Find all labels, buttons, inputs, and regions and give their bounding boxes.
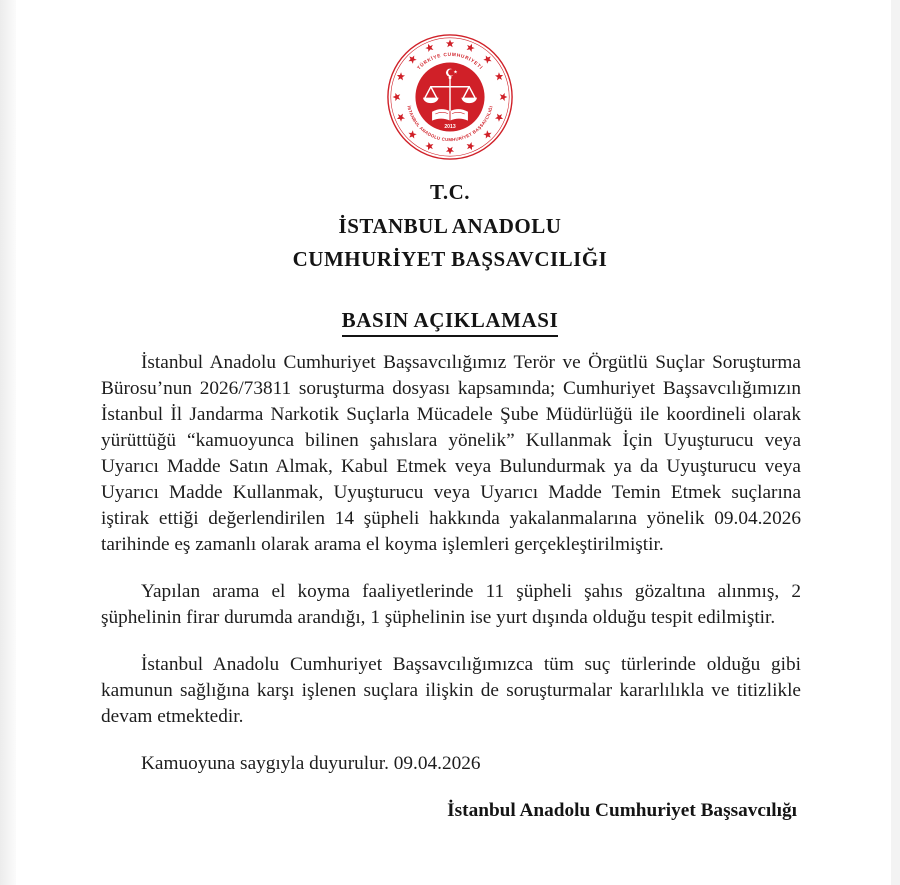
scan-edge-left [0, 0, 16, 885]
closing-line: Kamuoyuna saygıyla duyurulur. 09.04.2026 [141, 753, 481, 774]
letterhead [0, 176, 900, 277]
title-row [0, 308, 900, 337]
signature-line: İstanbul Anadolu Cumhuriyet Başsavcılığı [447, 800, 797, 821]
paragraph-statement: İstanbul Anadolu Cumhuriyet Başsavcılığımızca tüm suç türlerinde olduğu gibi kamunun sağlığına karşı işlenen suçlara ilişkin de soruşturmalar kararlılıkla ve titizlikle devam etmektedir. [101, 654, 801, 727]
scales-top-knob [449, 76, 452, 79]
document-body [101, 350, 801, 845]
letterhead-institution-line1: İSTANBUL ANADOLU [338, 213, 562, 238]
paragraph-detentions: Yapılan arama el koyma faaliyetlerinde 11 şüpheli şahıs gözaltına alınmış, 2 şüphelinin firar durumda arandığı, 1 şüphelinin ise yurt dışında olduğu tespit edilmiştir. [101, 581, 801, 628]
press-release-title: BASIN AÇIKLAMASI [342, 308, 559, 337]
seal-top-text: TÜRKİYE CUMHURİYETİ [417, 52, 484, 72]
government-seal [386, 33, 514, 161]
seal-year: 2013 [444, 124, 456, 131]
letterhead-institution-line2: CUMHURİYET BAŞSAVCILIĞI [292, 247, 608, 271]
seal-graphic [386, 33, 514, 161]
paragraph-investigation: İstanbul Anadolu Cumhuriyet Başsavcılığımız Terör ve Örgütlü Suçlar Soruşturma Bürosu’nun 2026/73811 soruşturma dosyası kapsamında; Cumhuriyet Başsavcılığımızın İstanbul İl Jandarma Narkotik Suçlarla Mücadele Şube Müdürlüğü ile koordineli olarak yürüttüğü “kamuoyunca bilinen şahıslara yönelik” Kullanmak İçin Uyuşturucu veya Uyarıcı Madde Satın Almak, Kabul Etmek veya Bulundurmak ya da Uyuşturucu veya Uyarıcı Madde Kullanmak, Uyuşturucu veya Uyarıcı Madde Temin Etmek suçlarına iştirak ettiği değerlendirilen 14 şüpheli hakkında yakalanmalarına yönelik 09.04.2026 tarihinde eş zamanlı olarak arama el koyma işlemleri gerçekleştirilmiştir. [101, 352, 801, 555]
scan-edge-right [891, 0, 900, 885]
seal-bottom-text: İSTANBUL ANADOLU CUMHURİYET BAŞSAVCILIĞI [406, 105, 494, 143]
letterhead-tc: T.C. [429, 180, 471, 204]
